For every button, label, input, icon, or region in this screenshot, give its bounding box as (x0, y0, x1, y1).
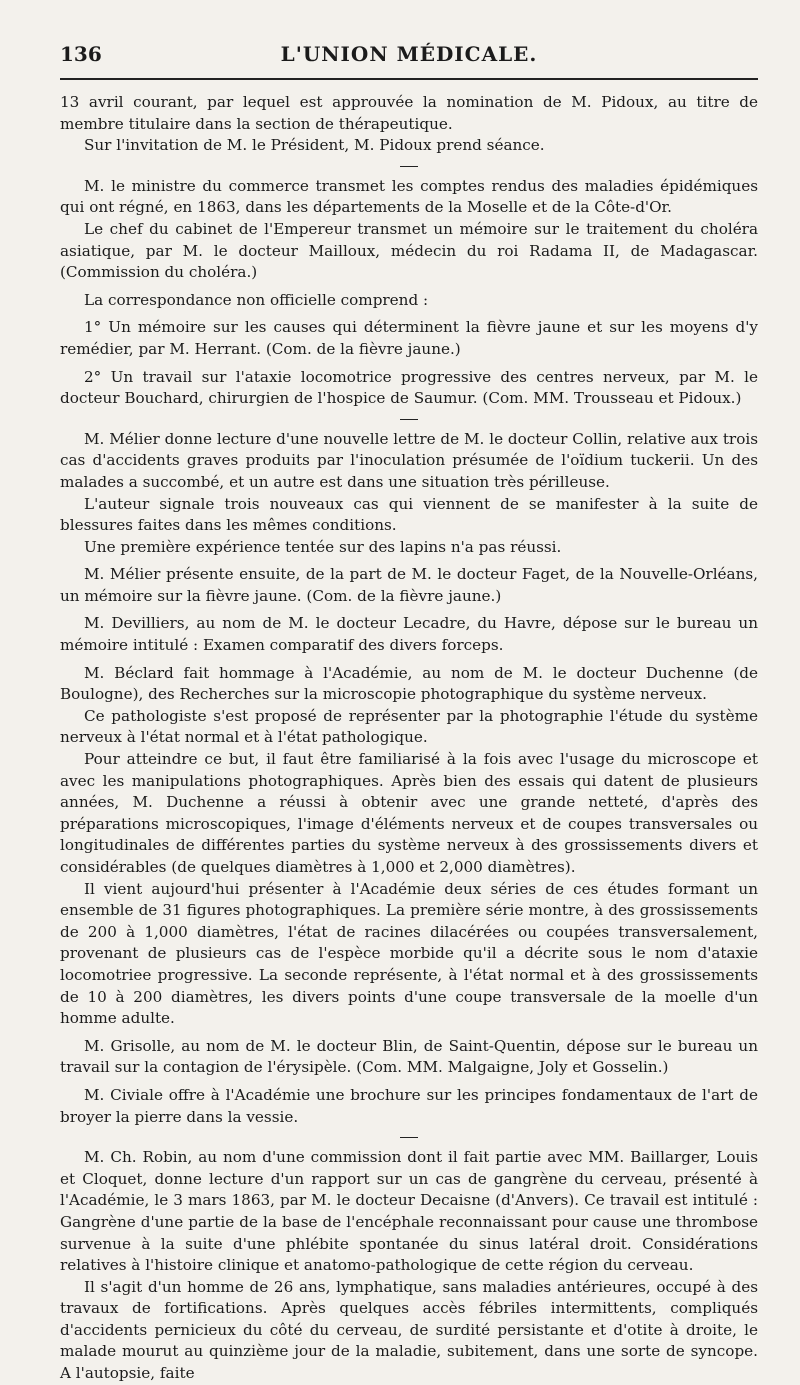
separator (400, 419, 418, 420)
paragraph: M. Béclard fait hommage à l'Académie, au nom de M. le docteur Duchenne (de Boulogne), des Recherches sur la microscopie photographique du système nerveux. (60, 663, 758, 704)
journal-title: L'UNION MÉDICALE. (280, 42, 538, 66)
paragraph: M. Civiale offre à l'Académie une brochure sur les principes fondamentaux de l'art de broyer la pierre dans la vessie. (60, 1085, 758, 1126)
paragraph: Pour atteindre ce but, il faut être familiarisé à la fois avec l'usage du microscope et avec les manipulations photographiques. Après bien des essais qui datent de plusieurs années, M. Duchenne a réussi à obtenir avec une grande netteté, d'après des préparations microscopiques, l'image d'éléments nerveux et de coupes transversales ou longitudinales de différentes parties du système nerveux à des grossissements divers et considérables (de quelques diamètres à 1,000 et 2,000 diamètres). (60, 750, 758, 876)
article-body (60, 92, 758, 1385)
separator (400, 166, 418, 167)
paragraph: L'auteur signale trois nouveaux cas qui viennent de se manifester à la suite de blessures faites dans les mêmes conditions. (60, 494, 758, 535)
paragraph: La correspondance non officielle comprend : (84, 290, 429, 309)
paragraph: Une première expérience tentée sur des lapins n'a pas réussi. (84, 537, 562, 556)
separator (400, 1137, 418, 1138)
paragraph: 13 avril courant, par lequel est approuvée la nomination de M. Pidoux, au titre de membre titulaire dans la section de thérapeutique. (60, 93, 758, 133)
paragraph: M. Mélier donne lecture d'une nouvelle lettre de M. le docteur Collin, relative aux trois cas d'accidents graves produits par l'inoculation présumée de l'oïdium tuckerii. Un des malades a succombé, et un autre est dans une situation très périlleuse. (60, 429, 758, 491)
paragraph: M. le ministre du commerce transmet les comptes rendus des maladies épidémiques qui ont régné, en 1863, dans les départements de la Moselle et de la Côte-d'Or. (60, 176, 758, 217)
paragraph: Il s'agit d'un homme de 26 ans, lymphatique, sans maladies antérieures, occupé à des travaux de fortifications. Après quelques accès fébriles intermittents, compliqués d'accidents pernicieux du côté du cerveau, de surdité persistante et d'otite à droite, le malade mourut au quinzième jour de la maladie, subitement, dans une sorte de syncope. A l'autopsie, faite (60, 1277, 758, 1383)
paragraph: Sur l'invitation de M. le Président, M. Pidoux prend séance. (84, 136, 545, 155)
paragraph: M. Mélier présente ensuite, de la part de M. le docteur Faget, de la Nouvelle-Orléans, un mémoire sur la fièvre jaune. (Com. de la fièvre jaune.) (60, 565, 758, 605)
running-head (60, 42, 758, 80)
paragraph: M. Ch. Robin, au nom d'une commission dont il fait partie avec MM. Baillarger, Louis et Cloquet, donne lecture d'un rapport sur un cas de gangrène du cerveau, présenté à l'Académie, le 3 mars 1863, par M. le docteur Decaisne (d'Anvers). Ce travail est intitulé : Gangrène d'une partie de la base de l'encéphale reconnaissant pour cause une thrombose survenue à la suite d'une phlébite spontanée du sinus latéral droit. Considérations relatives à l'histoire clinique et anatomo-pathologique de cette région du cerveau. (60, 1148, 758, 1275)
paragraph: M. Grisolle, au nom de M. le docteur Blin, de Saint-Quentin, dépose sur le bureau un travail sur la contagion de l'érysipèle. (Com. MM. Malgaigne, Joly et Gosselin.) (60, 1036, 758, 1077)
paragraph: Il vient aujourd'hui présenter à l'Académie deux séries de ces études formant un ensemble de 31 figures photographiques. La première série montre, à des grossissements de 200 à 1,000 diamètres, l'état de racines dilacérées ou coupées transversalement, provenant de plusieurs cas de l'espèce morbide qu'il a décrite sous le nom d'ataxie locomotriee progressive. La seconde représente, à l'état normal et à des grossissements de 10 à 200 diamètres, les divers points d'une coupe transversale de la moelle d'un homme adulte. (60, 879, 758, 1028)
page-number: 136 (60, 42, 102, 66)
paragraph: Le chef du cabinet de l'Empereur transmet un mémoire sur le traitement du choléra asiatique, par M. le docteur Mailloux, médecin du roi Radama II, de Madagascar. (Commission du choléra.) (60, 219, 758, 282)
paragraph: Ce pathologiste s'est proposé de représenter par la photographie l'étude du système nerveux à l'état normal et à l'état pathologique. (60, 706, 758, 747)
paragraph: 1° Un mémoire sur les causes qui déterminent la fièvre jaune et sur les moyens d'y remédier, par M. Herrant. (Com. de la fièvre jaune.) (60, 318, 758, 358)
paragraph: M. Devilliers, au nom de M. le docteur Lecadre, du Havre, dépose sur le bureau un mémoire intitulé : Examen comparatif des divers forceps. (60, 614, 758, 655)
paragraph: 2° Un travail sur l'ataxie locomotrice progressive des centres nerveux, par M. le docteur Bouchard, chirurgien de l'hospice de Saumur. (Com. MM. Trousseau et Pidoux.) (60, 367, 758, 408)
